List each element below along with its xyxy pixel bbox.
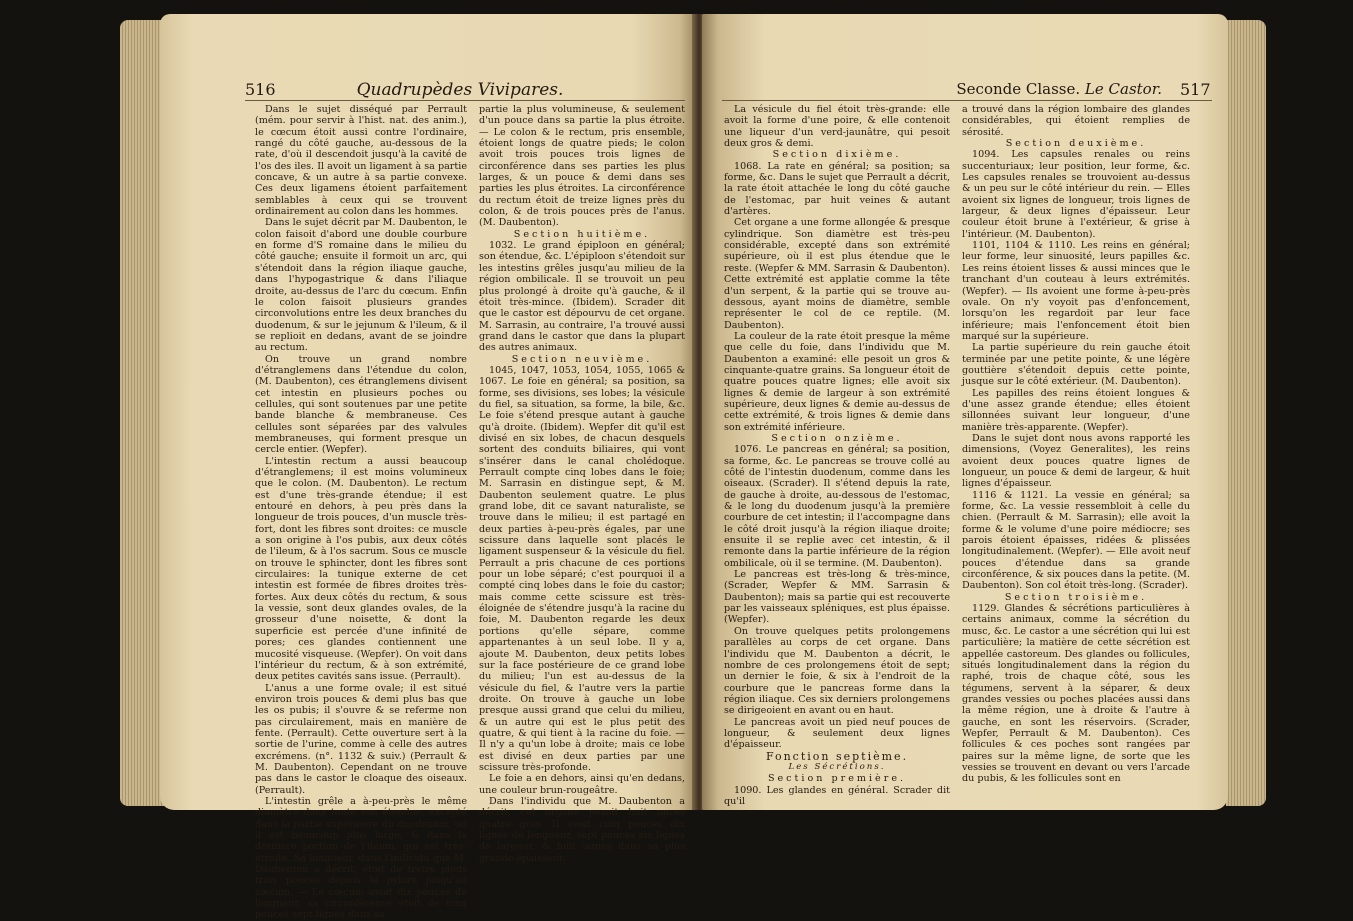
paragraph: Dans l'individu que M. Daubenton a décrit, cet organe pesoit huit onces quatre gros. Il avoit cinq pouces dix lignes de longueur, sept pouces six lignes de largeur, & huit lignes dans sa plus grande épaisseur.	[479, 795, 685, 864]
section-heading: Section deuxième.	[1005, 138, 1147, 150]
page-edges-left	[120, 20, 164, 806]
paragraph: Cet organe a une forme allongée & presque cylindrique. Son diamètre est très-peu considérable, excepté dans son extrémité supérieure, où il est plus étendue que le reste. (Wepfer & MM. Sarrasin & Daubenton). Cette extrémité est applatie comme la tête d'un serpent, & la partie qui se trouve au-dessous, ayant moins de diamètre, semble représenter le col de ce reptile. (M. Daubenton).	[724, 217, 950, 331]
paragraph: 1101, 1104 & 1110. Les reins en général; leur forme, leur sinuosité, leurs papilles &c. Les reins étoient lisses & aussi minces que le tranchant d'un couteau à leurs extrémités. (Wepfer). — Ils avoient une forme à-peu-près ovale. On n'y voyoit pas d'enfoncement, lorsqu'on les regardoit par leur face inférieure; mais l'enfoncement étoit bien marqué sur la supérieure.	[962, 240, 1190, 342]
right-page	[702, 14, 1228, 810]
left-column-1	[255, 104, 467, 921]
right-column-1	[724, 104, 950, 807]
left-page-number: 516	[245, 80, 276, 99]
right-column-2	[962, 104, 1190, 785]
paragraph: La couleur de la rate étoit presque la même que celle du foie, dans l'individu que M. Daubenton a examiné: elle pesoit un gros & cinquante-quatre grains. Sa longueur étoit de quatre pouces quatre lignes; elle avoit six lignes & demie de largeur à son extrémité supérieure, deux lignes & demie au-dessus de cette extrémité, & trois lignes & demie dans son extrémité inférieure.	[724, 330, 950, 433]
paragraph: 1068. La rate en général; sa position; sa forme, &c. Dans le sujet que Perrault a décrit, la rate étoit attachée le long du côté gauche de l'estomac, par huit veines & autant d'artères.	[724, 160, 950, 218]
paragraph: Le pancreas avoit un pied neuf pouces de longueur, & seulement deux lignes d'épaisseur.	[724, 716, 950, 751]
paragraph: La partie supérieure du rein gauche étoit terminée par une petite pointe, & une légère gouttière s'étendoit depuis cette pointe, jusque sur le côté extérieur. (M. Daubenton).	[962, 342, 1190, 388]
secretions-heading: Les Sécrétions.	[788, 761, 886, 772]
left-page	[160, 14, 696, 921]
paragraph: Le foie a en dehors, ainsi qu'en dedans, une couleur brun-rougeâtre.	[479, 773, 685, 796]
paragraph: Les papilles des reins étoient longues & d'une assez grande étendue; elles étoient sillonnées suivant leur longueur, d'une manière très-apparente. (Wepfer).	[962, 387, 1190, 433]
section-heading: Section huitième.	[513, 228, 651, 240]
paragraph: On trouve un grand nombre d'étranglemens dans l'étendue du colon, (M. Daubenton), ces étranglemens divisent cet intestin en plusieurs poches ou cellules, qui sont soutenues par une petite bande blanche & membraneuse. Ces cellules sont séparées par des valvules membraneuses, qui forment presque un cercle entier. (Wepfer).	[255, 353, 467, 456]
paragraph: 1090. Les glandes en général. Scrader dit qu'il	[724, 784, 950, 807]
running-head-animal: Le Castor.	[1084, 80, 1162, 98]
section-heading: Section dixième.	[772, 149, 902, 161]
left-head-rule	[245, 100, 685, 101]
right-running-head	[862, 80, 1162, 98]
section-heading: Section neuvième.	[511, 353, 653, 365]
running-head-class: Seconde Classe.	[956, 80, 1081, 98]
fonction-heading: Fonction septième.	[765, 749, 909, 763]
paragraph: 1045, 1047, 1053, 1054, 1055, 1065 & 1067. Le foie en général; sa position, sa forme, ses divisions, ses lobes; la vésicule du fiel, sa situation, sa forme, la bile, &c. Le foie s'étend presque autant à gauche qu'à droite. (Ibidem). Wepfer dit qu'il est divisé en six lobes, de chacun desquels sortent des conduits biliaires, qui vont s'insérer dans le canal cholédoque. Perrault compte cinq lobes dans le foie; M. Sarrasin en distingue sept, & M. Daubenton seulement quatre. Le plus grand lobe, dit ce savant naturaliste, se trouve dans le milieu; il est partagé en deux parties à-peu-près égales, par une scissure dans laquelle sont placés le ligament suspenseur & la vésicule du fiel. Perrault a pris chacune de ces portions pour un lobe séparé; c'est pourquoi il a compté cinq lobes dans le foie du castor; mais comme cette scissure est très-éloignée de s'étendre jusqu'à la racine du foie, M. Daubenton regarde les deux portions qu'elle sépare, comme appartenantes à un seul lobe. Il y a, ajoute M. Daubenton, deux petits lobes sur la face postérieure de ce grand lobe du milieu; l'un est au-dessus de la vésicule du fiel, & l'autre vers la partie droite. On trouve à gauche un lobe presque aussi grand que celui du milieu, & un autre qui est le plus petit des quatre, & qui tient à la racine du foie. — Il n'y a qu'un lobe à droite; mais ce lobe est divisé en deux parties par une scissure très-profonde.	[479, 364, 685, 773]
paragraph: Dans le sujet décrit par M. Daubenton, le colon faisoit d'abord une double courbure en forme d'S romaine dans le milieu du côté gauche; ensuite il formoit un arc, qui s'étendoit dans la région iliaque gauche, dans l'hypogastrique & dans l'iliaque droite, au-dessus de l'arc du cœcum. Enfin le colon faisoit plusieurs grandes circonvolutions entre les deux branches du duodenum, & sur le jejunum & l'ileum, & il se replioit en dedans, avant de se joindre au rectum.	[255, 217, 467, 354]
right-head-rule	[722, 100, 1212, 101]
paragraph: 1076. Le pancreas en général; sa position, sa forme, &c. Le pancreas se trouve collé au côté de l'intestin duodenum, comme dans les oiseaux. (Scrader). Il s'étend depuis la rate, de gauche à droite, au-dessous de l'estomac, & le long du duodenum jusqu'à la première courbure de cet intestin; il l'accompagne dans le côté droit jusqu'à la région iliaque droite; ensuite il se replie avec cet intestin, & il remonte dans la partie inférieure de la région ombilicale, où il se termine. (M. Daubenton).	[724, 444, 950, 569]
page-edges-right	[1226, 20, 1266, 806]
paragraph: 1094. Les capsules renales ou reins succenturiaux; leur position, leur forme, &c. Les capsules renales se trouvoient au-dessus & un peu sur le côté intérieur du rein. — Elles avoient six lignes de longueur, trois lignes de largeur, & deux lignes d'épaisseur. Leur couleur étoit brune à l'extérieur, & grise à l'intérieur. (M. Daubenton).	[962, 149, 1190, 240]
paragraph: L'anus a une forme ovale; il est situé environ trois pouces & demi plus bas que les os pubis; il s'ouvre & se referme non pas circulairement, mais en manière de fente. (Perrault). Cette ouverture sert à la sortie de l'urine, comme à celle des autres excrémens. (n°. 1132 & suiv.) (Perrault & M. Daubenton). Cependant on ne trouve pas dans le castor le cloaque des oiseaux. (Perrault).	[255, 682, 467, 796]
paragraph: partie la plus volumineuse, & seulement d'un pouce dans sa partie la plus étroite. — Le colon & le rectum, pris ensemble, étoient longs de quatre pieds; le colon avoit trois pouces trois lignes de circonférence dans ses parties les plus larges, & un pouce & demi dans ses parties les plus étroites. La circonférence du rectum étoit de treize lignes près du colon, & de trois pouces près de l'anus. (M. Daubenton).	[479, 104, 685, 229]
paragraph: a trouvé dans la région lombaire des glandes considérables, qui étoient remplies de sérosité.	[962, 104, 1190, 138]
paragraph: L'intestin grêle a à-peu-près le même diamètre dans toute son étendue, excepté dans la partie supérieure du duodenum, où il est beaucoup plus large, & dans la dernière portion de l'ileum, qui est très-étroite. Sa longueur, dans l'individu que M. Daubenton a décrit, étoit de treize pieds trois pouces depuis le pylore jusqu'au cæcum. — Le cœcum avoit dix pouces de longueur, sa circonférence étoit de cinq pouces sept lignes dans sa	[255, 795, 467, 921]
paragraph: 1129. Glandes & sécrétions particulières à certains animaux, comme la sécrétion du musc, &c. Le castor a une sécrétion qui lui est particulière; la matière de cette sécrétion est appellée castoreum. Des glandes ou follicules, situés longitudinalement dans la région du raphé, trois de chaque côté, sous les tégumens, servent à la séparer, & deux grandes vessies ou poches placées aussi dans la même région, une à droite & l'autre à gauche, en sont les réservoirs. (Scrader, Wepfer, Perrault & M. Daubenton). Ces follicules & ces poches sont rangées par paires sur la même ligne, de sorte que les vessies se trouvent en devant ou vers l'arcade du pubis, & les follicules sont en	[962, 603, 1190, 785]
paragraph: On trouve quelques petits prolongemens parallèles au corps de cet organe. Dans l'individu que M. Daubenton a décrit, le nombre de ces prolongemens étoit de sept; un dernier le foie, & six à l'endroit de la courbure que le pancreas forme dans la région iliaque. Ces six derniers prolongemens se dirigeoient en avant ou en haut.	[724, 625, 950, 717]
paragraph: L'intestin rectum a aussi beaucoup d'étranglemens; il est moins volumineux que le colon. (M. Daubenton). Le rectum est d'une très-grande étendue; il est entouré en dehors, à peu près dans la longueur de trois pouces, d'un muscle très-fort, dont les fibres sont droites: ce muscle a son origine à l'os pubis, aux deux côtés de l'ileum, & à l'os sacrum. Sous ce muscle on trouve le sphincter, dont les fibres sont circulaires: la tunique externe de cet intestin est formée de fibres droites très-fortes. Aux deux côtés du rectum, & sous la vessie, sont deux glandes ovales, de la grosseur d'une noisette, & dont la superficie est percée d'une infinité de pores; ces glandes contiennent une mucosité visqueuse. (Wepfer). On voit dans l'intérieur du rectum, & à son extrémité, deux petites cavités sans issue. (Perrault).	[255, 455, 467, 683]
paragraph: Dans le sujet dont nous avons rapporté les dimensions, (Voyez Generalites), les reins avoient deux pouces quatre lignes de longueur, un pouce & demi de largeur, & huit lignes d'épaisseur.	[962, 432, 1190, 490]
right-page-number: 517	[1180, 80, 1211, 99]
section-heading: Section onzième.	[771, 432, 903, 444]
left-column-2	[479, 104, 685, 864]
section-heading: Section troisième.	[1004, 591, 1148, 603]
paragraph: 1116 & 1121. La vessie en général; sa forme, &c. La vessie ressembloit à celle du chien. (Perrault & M. Sarrasin); elle avoit la forme & le volume d'une poire médiocre; ses parois étoient épaisses, ridées & plissées longitudinalement. (Wepfer). — Elle avoit neuf pouces d'étendue dans sa grande circonférence, & six pouces dans la petite. (M. Daubenton). Son col étoit très-long. (Scrader).	[962, 489, 1190, 592]
section-heading: Section première.	[767, 773, 907, 785]
paragraph: Dans le sujet disséqué par Perrault (mém. pour servir à l'hist. nat. des anim.), le cœcum étoit aussi contre l'ordinaire, rangé du côté gauche, au-dessous de la rate, d'où il descendoit jusqu'à la cavité de l'os des iles. Il avoit un ligament à sa partie concave, & un autre à sa partie convexe. Ces deux ligamens étoient parfaitement semblables à ceux qui se trouvent ordinairement au colon dans les hommes.	[255, 104, 467, 218]
paragraph: Le pancreas est très-long & très-mince, (Scrader, Wepfer & MM. Sarrasin & Daubenton); mais sa partie qui est recouverte par les vaisseaux spléniques, est plus épaisse. (Wepfer).	[724, 569, 950, 626]
paragraph: 1032. Le grand épiploon en général; son étendue, &c. L'épiploon s'étendoit sur les intestins grêles jusqu'au milieu de la région ombilicale. Il se trouvoit un peu plus prolongé à droite qu'à gauche, & il étoit très-mince. (Ibidem). Scrader dit que le castor est dépourvu de cet organe. M. Sarrasin, au contraire, l'a trouvé aussi grand dans le castor que dans la plupart des autres animaux.	[479, 240, 685, 354]
left-running-head: Quadrupèdes Vivipares.	[356, 80, 564, 100]
paragraph: La vésicule du fiel étoit très-grande: elle avoit la forme d'une poire, & elle contenoit une liqueur d'un verd-jaunâtre, qui pesoit deux gros & demi.	[724, 104, 950, 150]
